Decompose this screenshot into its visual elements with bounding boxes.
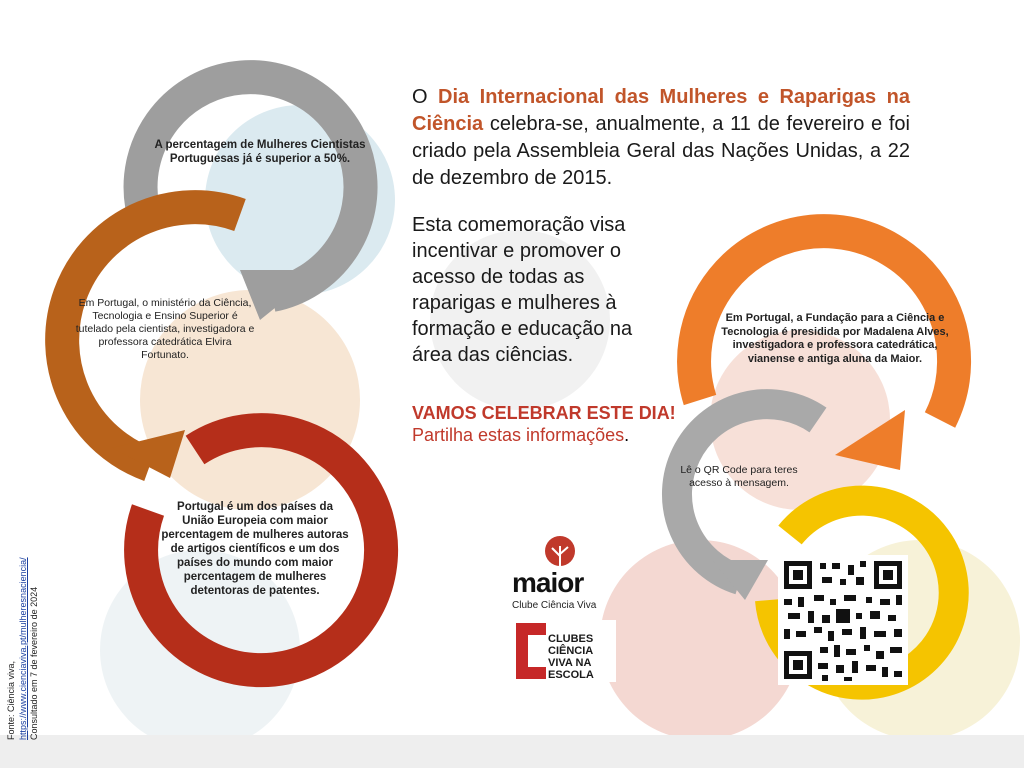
maior-logo-subtitle: Clube Ciência Viva: [512, 600, 597, 611]
grey-arc: [141, 77, 361, 295]
qr-code-icon[interactable]: [778, 555, 908, 685]
qr-instruction-text: Lê o QR Code para teres acesso à mensagem.: [680, 464, 798, 489]
source-note: [6, 495, 41, 740]
red-circle-text: Portugal é um dos países da União Europeia com maior percentagem de mulheres autoras de artigos científicos e um dos países do mundo com maior percentagem de mulheres detentoras de patentes.: [161, 501, 349, 597]
intro-end: celebra-se, anualmente, a 11 de fevereiro e foi criado pela Assembleia Geral das Nações Unidas, a 22 de dezembro de 2015.: [412, 113, 910, 189]
source-date: Consultado em 7 de fevereiro de 2024: [29, 586, 39, 740]
orange-arrowhead: [835, 410, 905, 470]
cta-share: Partilha estas informações: [412, 425, 625, 445]
call-to-action: [412, 402, 712, 446]
source-label: Fonte: Ciência viva,: [6, 660, 16, 740]
day-name-highlight: Dia Internacional das Mulheres e Raparigas na Ciência: [412, 86, 910, 135]
source-link[interactable]: https://www.cienciaviva.pt/mulheresnaciencia/: [17, 557, 28, 740]
cta-headline: VAMOS CELEBRAR ESTE DIA!: [412, 403, 676, 423]
purpose-paragraph: Esta comemoração visa incentivar e promover o acesso de todas as raparigas e mulheres à formação e educação na área das ciências.: [412, 214, 633, 366]
cta-period: .: [624, 425, 630, 445]
maior-logo-text: maior: [512, 567, 584, 598]
grey-circle-text: A percentagem de Mulheres Cientistas Portuguesas já é superior a 50%.: [154, 139, 366, 165]
ccv-c-icon: [514, 623, 550, 679]
intro-paragraph: [412, 84, 910, 192]
brown-circle-text: Em Portugal, o ministério da Ciência, Tecnologia e Ensino Superior é tutelado pela cientista, investigadora e professora catedrática Elvira Fortunato.: [75, 297, 255, 361]
orange-circle-text: Em Portugal, a Fundação para a Ciência e Tecnologia é presidida por Madalena Alves, investigadora e professora catedrática, vianense e antiga aluna da Maior.: [721, 312, 949, 365]
intro-start: O: [412, 86, 439, 108]
ccv-logo-text: CLUBES CIÊNCIA VIVA NA ESCOLA: [548, 633, 594, 681]
